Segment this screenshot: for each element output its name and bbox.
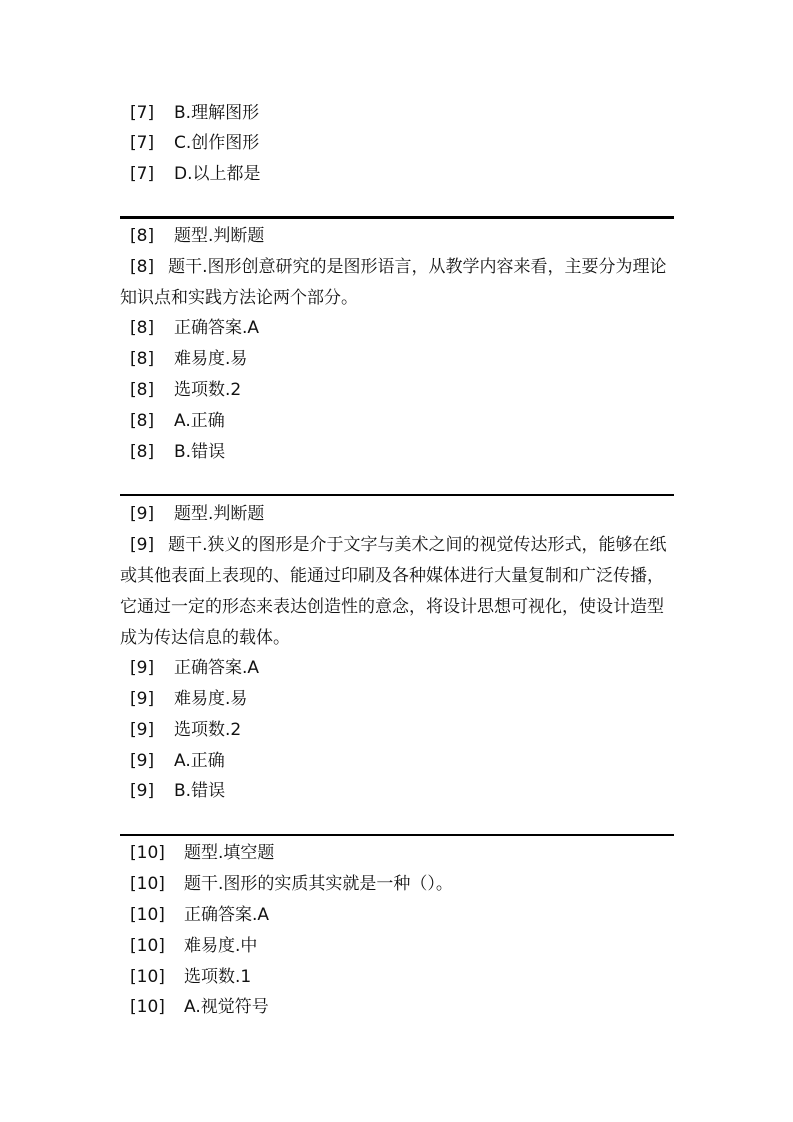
q10-option-count-text: 选项数.1 — [184, 967, 252, 987]
q10-tag: [10] — [130, 905, 165, 925]
q9-answer-text: 正确答案.A — [174, 658, 260, 678]
q10-difficulty-text: 难易度.中 — [184, 936, 258, 956]
q10-tag: [10] — [130, 843, 165, 863]
q10-stem-text: 题干.图形的实质其实就是一种（）。 — [184, 874, 453, 894]
q10-tag: [10] — [130, 967, 165, 987]
q7-tag: [7] — [130, 164, 155, 184]
q9-tag: [9] — [130, 504, 155, 524]
q10-option-a — [120, 992, 680, 1022]
q9-answer — [120, 653, 680, 683]
q7-option-d-text: D.以上都是 — [174, 164, 261, 184]
q8-tag: [8] — [130, 411, 155, 431]
q10-option-count — [120, 962, 680, 992]
q8-answer-text: 正确答案.A — [174, 318, 260, 338]
q7-option-b-text: B.理解图形 — [174, 103, 260, 123]
q7-tag: [7] — [130, 133, 155, 153]
q9-tag: [9] — [130, 720, 155, 740]
section-divider — [120, 494, 674, 496]
q9-tag: [9] — [130, 658, 155, 678]
q9-option-count-text: 选项数.2 — [174, 720, 242, 740]
q10-difficulty — [120, 931, 680, 961]
q9-option-b — [120, 776, 680, 806]
q10-answer — [120, 900, 680, 930]
q10-stem — [120, 869, 680, 899]
q8-tag: [8] — [130, 318, 155, 338]
q8-stem-text: 题干.图形创意研究的是图形语言，从教学内容来看，主要分为理论知识点和实践方法论两个部分。 — [120, 257, 667, 308]
q10-answer-text: 正确答案.A — [184, 905, 270, 925]
q8-difficulty-text: 难易度.易 — [174, 349, 248, 369]
q8-tag: [8] — [130, 349, 155, 369]
q9-tag: [9] — [130, 781, 155, 801]
q8-option-a-text: A.正确 — [174, 411, 225, 431]
q10-type — [120, 838, 680, 868]
q8-tag: [8] — [130, 226, 155, 246]
q9-difficulty-text: 难易度.易 — [174, 689, 248, 709]
q9-stem — [120, 530, 675, 654]
q9-difficulty — [120, 684, 680, 714]
section-divider — [120, 216, 674, 219]
q8-answer — [120, 313, 680, 343]
q8-tag: [8] — [130, 442, 155, 462]
q9-type-text: 题型.判断题 — [174, 504, 265, 524]
q9-option-a-text: A.正确 — [174, 751, 225, 771]
q8-option-count-text: 选项数.2 — [174, 380, 242, 400]
q7-option-c — [120, 128, 680, 158]
q9-option-a — [120, 746, 680, 776]
q8-option-a — [120, 406, 680, 436]
q10-tag: [10] — [130, 997, 165, 1017]
q10-tag: [10] — [130, 874, 165, 894]
q7-option-d — [120, 159, 680, 189]
q9-option-count — [120, 715, 680, 745]
q9-tag: [9] — [130, 751, 155, 771]
q9-option-b-text: B.错误 — [174, 781, 226, 801]
q9-tag: [9] — [130, 689, 155, 709]
q8-type-text: 题型.判断题 — [174, 226, 265, 246]
q9-type — [120, 499, 680, 529]
q7-option-b — [120, 98, 680, 128]
q9-stem-text: 题干.狭义的图形是介于文字与美术之间的视觉传达形式，能够在纸或其他表面上表现的、能通过印刷及各种媒体进行大量复制和广泛传播，它通过一定的形态来表达创造性的意念，将设计思想可视化，使设计造型成为传达信息的载体。 — [120, 535, 667, 648]
q8-option-count — [120, 375, 680, 405]
q10-option-a-text: A.视觉符号 — [184, 997, 269, 1017]
q8-option-b — [120, 437, 680, 467]
q8-tag: [8] — [130, 380, 155, 400]
q8-stem — [120, 252, 675, 314]
q8-tag: [8] — [130, 257, 155, 277]
q9-tag: [9] — [130, 535, 155, 555]
q10-type-text: 题型.填空题 — [184, 843, 275, 863]
section-divider — [120, 834, 674, 836]
q8-difficulty — [120, 344, 680, 374]
q8-type — [120, 221, 680, 251]
q10-tag: [10] — [130, 936, 165, 956]
q8-option-b-text: B.错误 — [174, 442, 226, 462]
q7-option-c-text: C.创作图形 — [174, 133, 260, 153]
q7-tag: [7] — [130, 103, 155, 123]
